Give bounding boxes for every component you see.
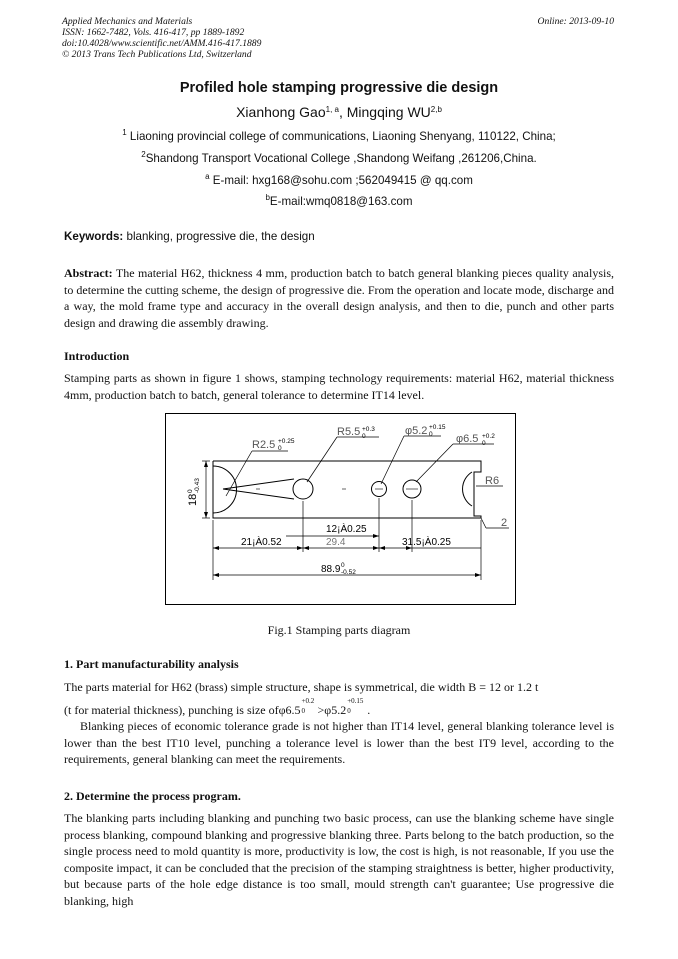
paper-title: Profiled hole stamping progressive die design [179,80,499,96]
figure-frame [165,413,516,605]
email-b-text: E-mail:wmq0818@163.com [269,195,413,208]
dim-phi65: φ6.5 [456,433,479,445]
stamping-part-drawing [166,414,515,604]
email-b [0,195,678,208]
dim-r25-tol-up: +0.25 [278,438,295,445]
dim-phi65-tol-lo: 0 [482,440,486,447]
tolerance-phi52-lo: 0 [347,707,351,715]
abstract-label: Abstract: [64,266,113,280]
author-line [0,104,678,120]
dim-phi65-tol-up: +0.2 [482,433,495,440]
tolerance-phi52 [346,697,364,715]
affiliation-2-sup: 2 [141,150,146,159]
author-1-sup: 1, a [325,105,339,114]
journal-name: Applied Mechanics and Materials [62,16,193,27]
abstract-text: The material H62, thickness 4 mm, production batch to batch general blanking pieces quality analysis, to determine the cutting scheme, the design of progressive die. From the operation and locate mode, discharge and a way, the mold frame type and accuracy in the overall design analysis, and then to die, punch and other parts design and drawing die assembly drawing. [64,266,614,330]
dim-phi52-tol-lo: 0 [429,431,433,438]
tolerance-phi65-lo: 0 [301,707,306,715]
dim-r55-tol-lo: 0 [362,433,366,440]
dim-r6: R6 [485,475,500,487]
section1-line2-a: (t for material thickness), punching is size ofφ6.5 [64,703,301,717]
dim-88-9: 88.9 [321,564,341,575]
affiliation-2 [0,152,678,165]
tolerance-phi65 [301,697,315,715]
affiliation-1-sup: 1 [122,128,127,137]
email-a-sup: a [205,172,210,181]
dim-29-4: 29.4 [326,537,346,548]
author-2: Mingqing WU [346,104,431,120]
section2-heading: 2. Determine the process program. [64,789,241,803]
dim-h18: 18 [187,493,199,506]
dim-r25: R2.5 [252,439,276,451]
tolerance-phi65-up: +0.2 [301,697,315,705]
email-b-sup: b [265,193,270,202]
copyright-line: © 2013 Trans Tech Publications Ltd, Switzerland [62,49,252,60]
affiliation-2-text: Shandong Transport Vocational College ,Shandong Weifang ,261206,China. [145,152,537,165]
section1-line2-c: . [364,703,371,717]
dim-r55: R5.5 [337,426,361,438]
dim-h18-tol-lo: -0.43 [194,478,201,493]
keywords-label: Keywords: [64,230,124,243]
keywords [64,230,315,243]
section1-line1: The parts material for H62 (brass) simple structure, shape is symmetrical, die width B = 12 or 1.2 t [64,680,539,694]
section1-line2 [64,697,614,718]
section1-para2: Blanking pieces of economic tolerance grade is not higher than IT14 level, general blanking tolerance level is lower than the best IT10 level, punching a tolerance level is lower than the best IT9 level, according to the requirements, general blanking can meet the requirements. [64,719,614,766]
dim-88-9-tol-up: 0 [341,562,345,569]
dim-12: 12¡À0.25 [326,524,367,535]
dim-h18-tol-up: 0 [187,489,194,493]
dim-21: 21¡À0.52 [241,537,282,548]
doi-line: doi:10.4028/www.scientific.net/AMM.416-417.1889 [62,38,262,49]
dim-2: 2 [501,517,508,529]
dim-88-9-tol-lo: -0.52 [341,569,356,576]
dim-r25-tol-lo: 0 [278,445,282,452]
email-a-text: E-mail: hxg168@sohu.com ;562049415 @ qq.com [209,174,473,187]
tolerance-phi52-up: +0.15 [347,697,364,705]
online-date: Online: 2013-09-10 [537,16,614,27]
affiliation-1-text: Liaoning provincial college of communications, Liaoning Shenyang, 110122, China; [126,130,556,143]
part-outline [213,461,481,518]
dim-r55-tol-up: +0.3 [362,426,375,433]
section1-heading: 1. Part manufacturability analysis [64,657,239,671]
figure-caption: Fig.1 Stamping parts diagram [267,623,411,637]
abstract [64,265,614,331]
author-2-sup: 2,b [430,105,442,114]
dim-phi52: φ5.2 [405,425,428,437]
affiliation-1 [0,130,678,143]
dim-phi52-tol-up: +0.15 [429,424,446,431]
author-1: Xianhong Gao [236,104,326,120]
author-separator: , [338,104,347,120]
intro-heading: Introduction [64,349,130,363]
dim-31-5: 31.5¡À0.25 [402,537,451,548]
section2-text: The blanking parts including blanking and punching two basic process, can use the blanking scheme have single process blanking, compound blanking and progressive blanking three. Parts belong to the batch production, so the single process need to mold quantity is more, productivity is low, the cost is high, is not reasonable, If you use the composite impact, it can be concluded that the precision of the stamping straightness is better, higher productivity, but because parts of the hole edge distance is too small, mould strength can't guarantee; Use progressive die blanking, high [64,811,614,908]
keywords-text: blanking, progressive die, the design [123,230,315,243]
email-a [0,174,678,187]
intro-text: Stamping parts as shown in figure 1 shows, stamping technology requirements: material H62, material thickness 4mm, production batch to batch, general tolerance to determine IT14 level. [64,371,614,402]
issn-line: ISSN: 1662-7482, Vols. 416-417, pp 1889-1892 [62,27,245,38]
arrowheads [204,461,481,577]
section1-line2-b: >φ5.2 [314,703,347,717]
